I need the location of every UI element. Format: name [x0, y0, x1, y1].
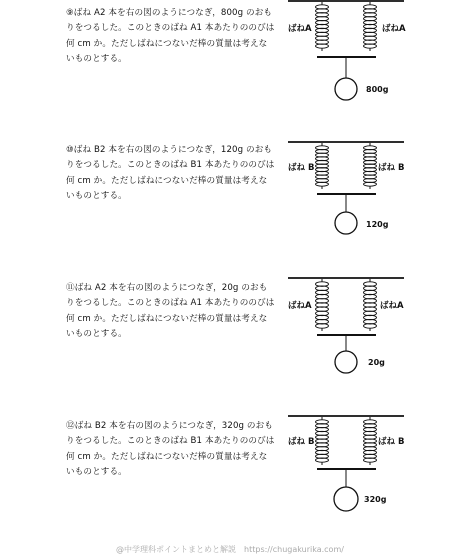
problem-10	[0, 137, 460, 267]
spring-figure	[282, 275, 412, 403]
problem-text: ⑨ばね A2 本を右の図のようにつなぎ，800g のおもりをつるした。このときのばね A1 本あたりののびは何 cm か。ただしばねにつないだ棒の質量は考えないものとする。	[66, 8, 275, 65]
spring-right-label: ばね B	[378, 163, 405, 173]
left-spring	[316, 2, 329, 51]
spring-diagram	[282, 137, 412, 265]
weight-ball	[334, 487, 358, 511]
problem-text: ⑫ばね B2 本を右の図のようにつなぎ，320g のおもりをつるした。このときのばね B1 本あたりののびは何 cm か。ただしばねにつないだ棒の質量は考えないものとする。	[66, 421, 275, 478]
problem-9	[0, 0, 460, 130]
spring-diagram	[282, 0, 412, 128]
spring-left-label: ばね B	[288, 437, 315, 447]
problem-12	[0, 413, 460, 543]
spring-left-label: ばね B	[288, 163, 315, 173]
weight-label: 320g	[364, 495, 387, 504]
weight-label: 800g	[366, 85, 389, 94]
weight-ball	[335, 78, 357, 100]
spring-right-label: ばねA	[380, 301, 404, 311]
right-spring	[364, 417, 377, 465]
spring-diagram	[282, 413, 412, 541]
problem-11	[0, 275, 460, 405]
right-spring	[364, 2, 377, 51]
problem-text: ⑪ばね A2 本を右の図のようにつなぎ，20g のおもりをつるした。このときのばね A1 本あたりののびは何 cm か。ただしばねにつないだ棒の質量は考えないものとする。	[66, 283, 275, 340]
spring-right-label: ばねA	[382, 24, 406, 34]
weight-label: 20g	[368, 358, 385, 367]
weight-ball	[335, 212, 357, 234]
problem-text: ⑩ばね B2 本を右の図のようにつなぎ，120g のおもりをつるした。このときのばね B1 本あたりののびは何 cm か。ただしばねにつないだ棒の質量は考えないものとする。	[66, 145, 275, 202]
spring-figure	[282, 137, 412, 265]
weight-label: 120g	[366, 220, 389, 229]
right-spring	[364, 143, 377, 189]
spring-right-label: ばね B	[378, 437, 405, 447]
weight-ball	[335, 351, 357, 373]
left-spring	[316, 279, 329, 331]
left-spring	[316, 417, 329, 465]
spring-left-label: ばねA	[288, 301, 312, 311]
left-spring	[316, 143, 329, 189]
spring-diagram	[282, 275, 412, 403]
spring-figure	[282, 413, 412, 541]
footer-credit: @中学理科ポイントまとめと解説 https://chugakurika.com/	[116, 545, 344, 554]
spring-left-label: ばねA	[288, 24, 312, 34]
right-spring	[364, 279, 377, 331]
spring-figure	[282, 0, 412, 128]
